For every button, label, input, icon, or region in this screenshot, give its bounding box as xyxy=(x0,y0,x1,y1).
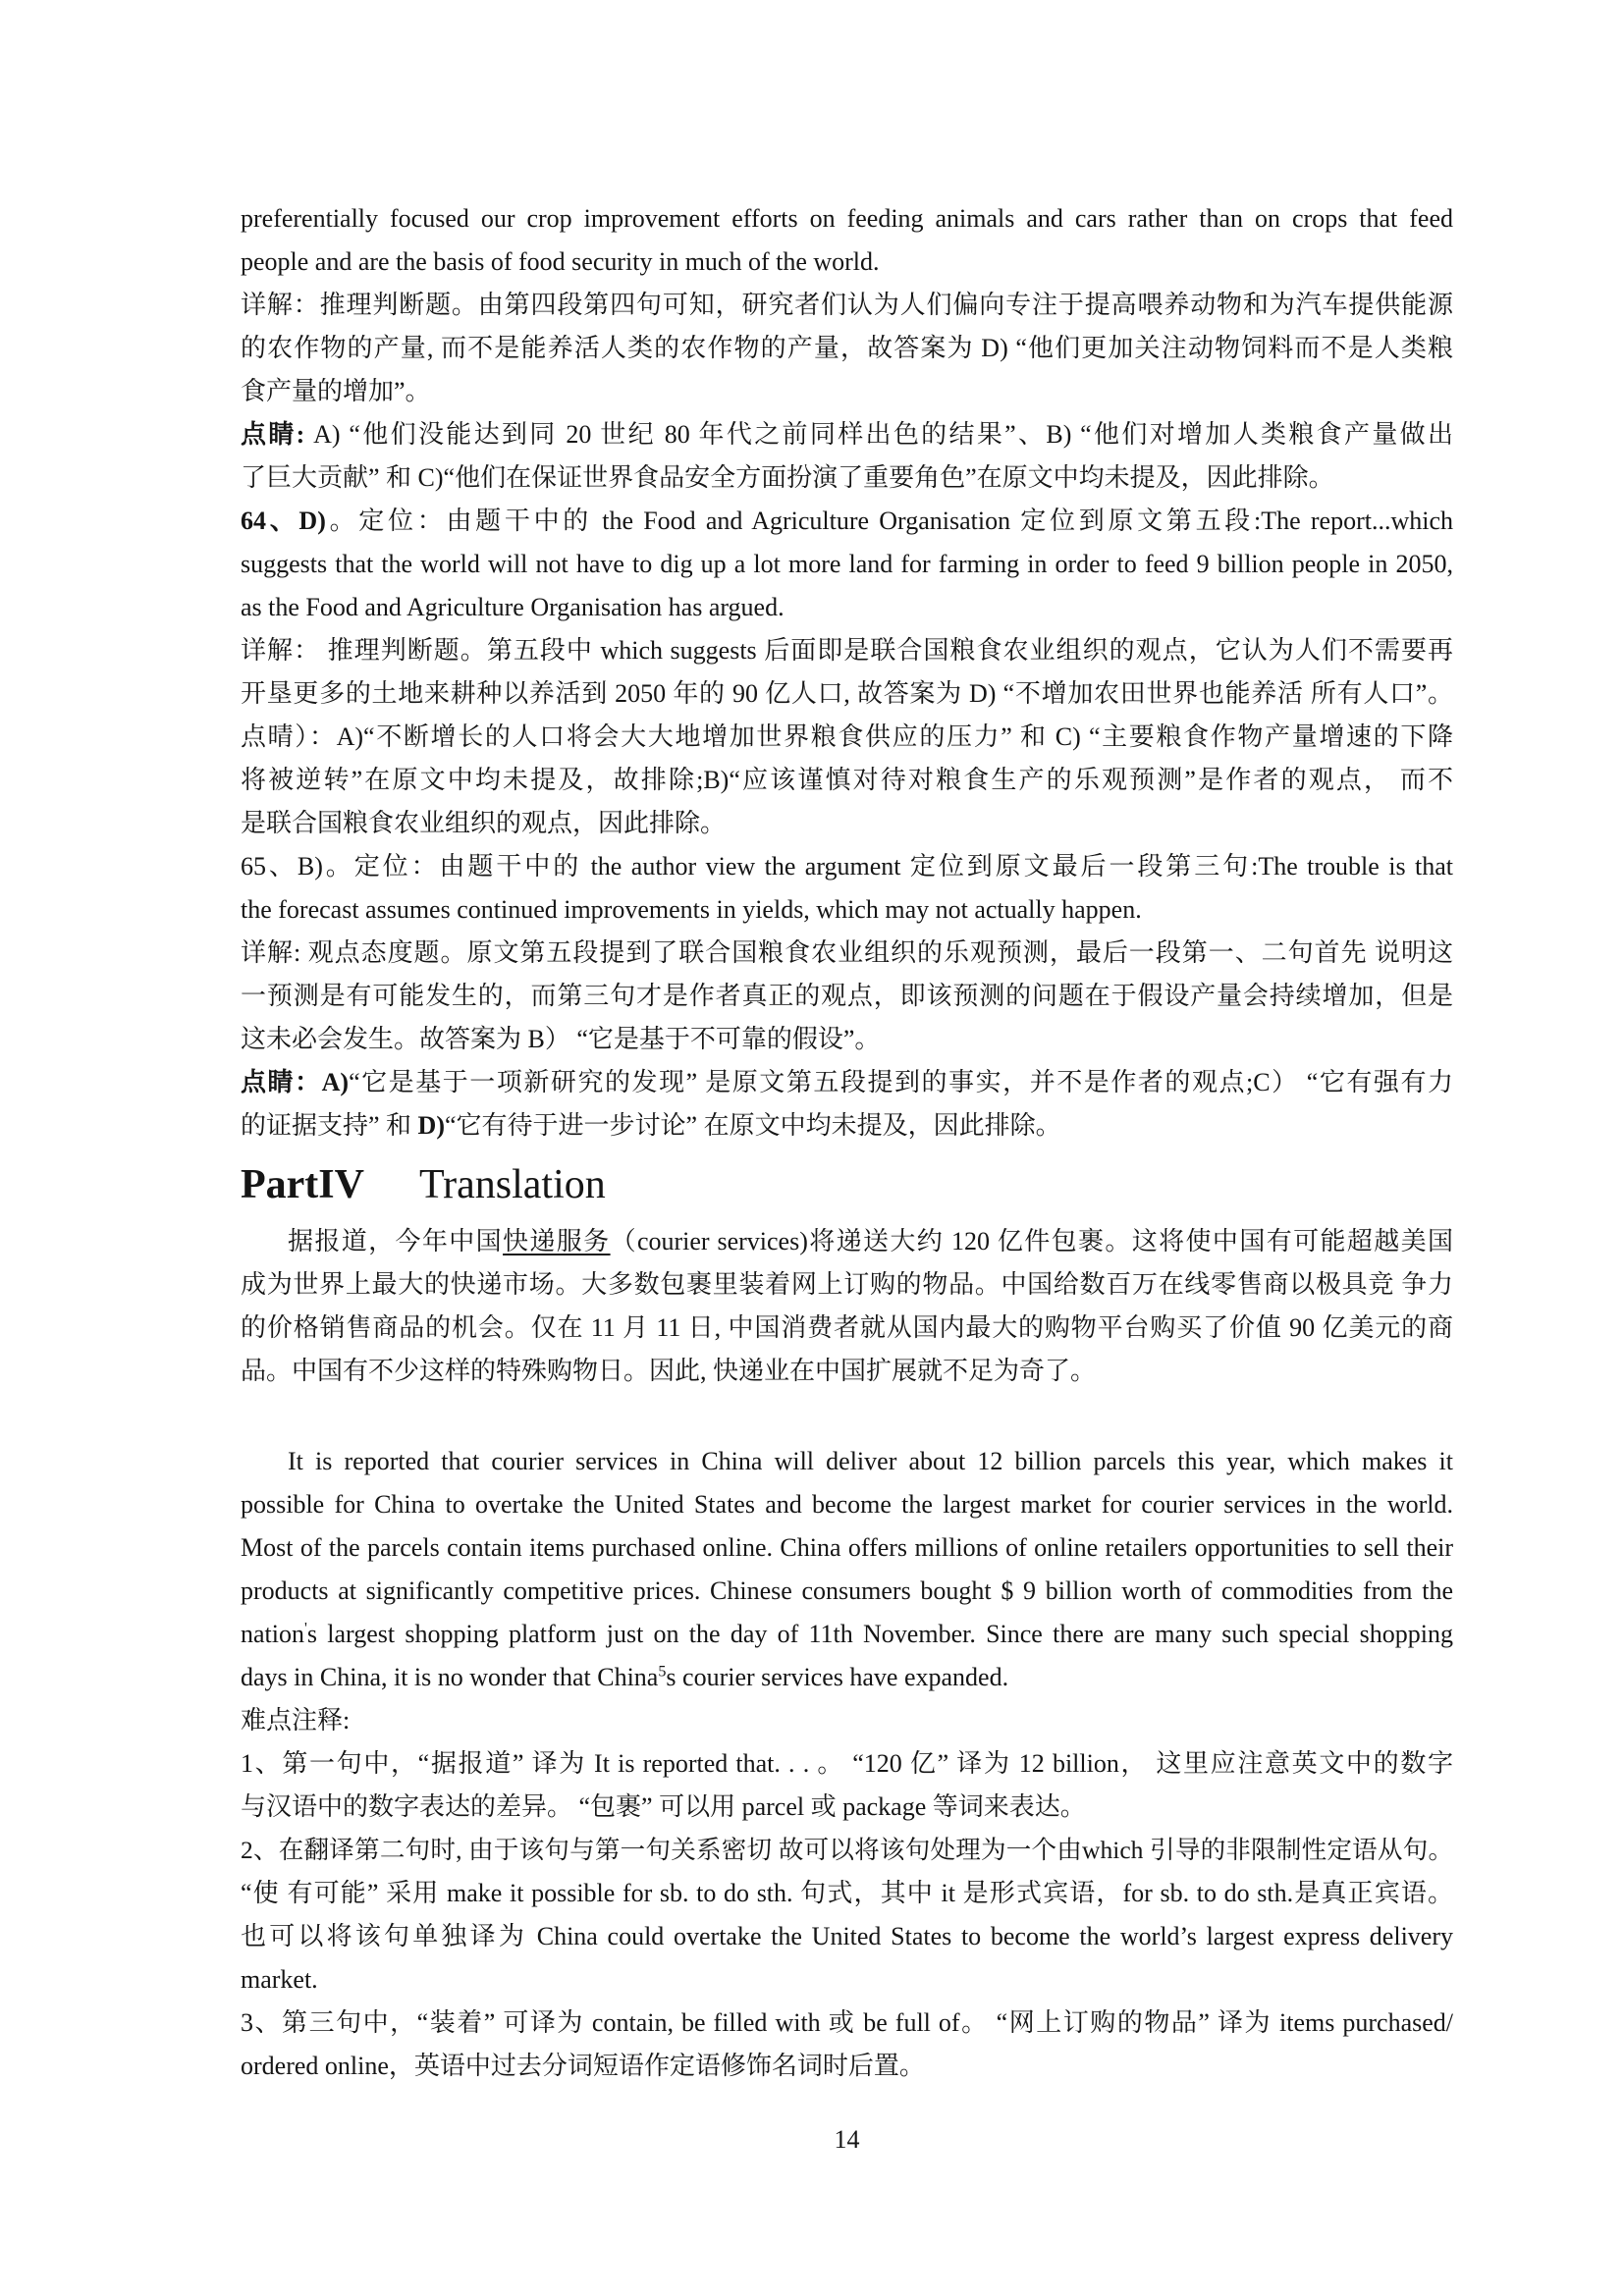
text-segment: 。定位：由题干中的 the Food and Agriculture Organisation 定位到原文第五段:The report...which xyxy=(325,507,1453,535)
text-line xyxy=(241,240,1453,284)
paragraph-gap xyxy=(241,1393,1453,1440)
section-title: Translation xyxy=(418,1162,606,1207)
text-segment: 64、D) xyxy=(241,507,326,535)
text-segment: A) xyxy=(321,1068,350,1096)
section-part-label: PartIV xyxy=(241,1162,364,1207)
text-segment: 品。中国有不少这样的特殊购物日。因此, 快递业在中国扩展就不足为奇了。 xyxy=(241,1357,1097,1385)
text-line xyxy=(241,1307,1453,1350)
text-line xyxy=(241,284,1453,327)
text-segment: 了巨大贡献” 和 C)“他们在保证世界食品安全方面扮演了重要角色”在原文中均未提及，因此排除。 xyxy=(241,463,1334,492)
text-line xyxy=(241,1104,1453,1148)
text-segment: as the Food and Agriculture Organisation has argued. xyxy=(241,593,785,621)
text-line xyxy=(241,716,1453,759)
text-segment: 65、B)。定位：由题干中的 the author view the argument 定位到原文最后一段第三句:The trouble is that xyxy=(241,852,1453,881)
section-heading xyxy=(241,1159,1453,1210)
text-line xyxy=(241,456,1453,500)
underlined-term: 快递服务 xyxy=(503,1227,611,1255)
text-segment: 据报道，今年中国 xyxy=(288,1227,504,1255)
text-segment: s courier services have expanded. xyxy=(666,1663,1009,1691)
text-line xyxy=(241,1786,1453,1829)
text-segment: 一预测是有可能发生的，而第三句才是作者真正的观点，即该预测的问题在于假设产量会持续增加，但是 xyxy=(241,982,1453,1010)
text-line xyxy=(241,413,1453,456)
text-segment: s largest shopping platform just on the day of 11th November. Since there are many such special shopping xyxy=(306,1620,1453,1648)
text-line xyxy=(241,1742,1453,1786)
text-segment: 是联合国粮食农业组织的观点，因此排除。 xyxy=(241,809,727,837)
text-line xyxy=(241,197,1453,240)
text-line xyxy=(241,1915,1453,1958)
text-line xyxy=(241,1263,1453,1307)
text-line xyxy=(241,543,1453,586)
text-segment: 这未必会发生。故答案为 B） “它是基于不可靠的假设”。 xyxy=(241,1025,881,1053)
text-segment: A) “他们没能达到同 20 世纪 80 年代之前同样出色的结果”、B) “他们对增加人类粮食产量做出 xyxy=(313,420,1453,449)
text-line xyxy=(241,629,1453,672)
text-line xyxy=(241,759,1453,802)
text-segment: ordered online，英语中过去分词短语作定语修饰名词时后置。 xyxy=(241,2052,925,2080)
text-segment: suggests that the world will not have to dig up a lot more land for farming in order to feed 9 billion people in 2050, xyxy=(241,550,1453,578)
document-body xyxy=(241,197,1453,2162)
text-segment: 详解：推理判断题。由第四段第四句可知，研究者们认为人们偏向专注于提高喂养动物和为汽车提供能源 xyxy=(241,291,1453,319)
text-line xyxy=(241,672,1453,716)
text-line xyxy=(241,1872,1453,1915)
text-segment: 难点注释: xyxy=(241,1706,351,1735)
text-line xyxy=(241,2002,1453,2045)
text-segment: 将被逆转”在原文中均未提及，故排除;B)“应该谨慎对待对粮食生产的乐观预测”是作者的观点， 而不 xyxy=(241,766,1453,794)
text-line xyxy=(241,370,1453,413)
text-segment: nation xyxy=(241,1620,304,1648)
text-line xyxy=(241,1018,1453,1061)
text-segment: the forecast assumes continued improvements in yields, which may not actually happen. xyxy=(241,895,1142,924)
text-line xyxy=(241,802,1453,845)
text-segment: products at significantly competitive prices. Chinese consumers bought $ 9 billion worth of commodities from the xyxy=(241,1576,1453,1605)
text-segment: 1、第一句中，“据报道” 译为 It is reported that. . . 。 “120 亿” 译为 12 billion， 这里应注意英文中的数字 xyxy=(241,1749,1453,1778)
text-segment: It is reported that courier services in China will deliver about 12 billion parcels this year, which makes it xyxy=(288,1447,1453,1475)
text-segment: 成为世界上最大的快递市场。大多数包裹里装着网上订购的物品。中国给数百万在线零售商以极具竞 争力 xyxy=(241,1270,1453,1299)
text-segment: 也可以将该句单独译为 China could overtake the United States to become the world’s largest express delivery xyxy=(241,1922,1453,1950)
text-line xyxy=(241,845,1453,888)
text-line xyxy=(241,327,1453,370)
text-segment: “使 有可能” 采用 make it possible for sb. to do sth. 句式，其中 it 是形式宾语，for sb. to do sth.是真正宾语。 xyxy=(241,1879,1453,1907)
text-segment: 的证据支持” 和 xyxy=(241,1111,418,1140)
text-segment: 2、在翻译第二句时, 由于该句与第一句关系密切 故可以将该句处理为一个由which 引导的非限制性定语从句。 xyxy=(241,1836,1453,1864)
text-line xyxy=(241,1220,1453,1263)
text-segment: 点晴）：A)“不断增长的人口将会大大地增加世界粮食供应的压力” 和 C) “主要粮食作物产量增速的下降 xyxy=(241,722,1453,751)
text-line xyxy=(241,586,1453,629)
text-line xyxy=(241,888,1453,932)
text-segment: people and are the basis of food security in much of the world. xyxy=(241,247,880,276)
text-segment: 开垦更多的土地来耕种以养活到 2050 年的 90 亿人口, 故答案为 D) “不增加农田世界也能养活 所有人口”。 xyxy=(241,679,1453,708)
text-segment: 3、第三句中，“装着” 可译为 contain, be filled with 或 be full of。 “网上订购的物品” 译为 items purchased/ xyxy=(241,2008,1453,2037)
text-segment: 点睛: xyxy=(241,420,314,449)
text-line xyxy=(241,1958,1453,2002)
text-line xyxy=(241,1570,1453,1613)
text-segment: market. xyxy=(241,1965,318,1994)
text-line xyxy=(241,1829,1453,1872)
text-line xyxy=(241,1526,1453,1570)
text-segment: 食产量的增加”。 xyxy=(241,377,431,405)
text-segment: 的价格销售商品的机会。仅在 11 月 11 日, 中国消费者就从国内最大的购物平台购买了价值 90 亿美元的商 xyxy=(241,1313,1453,1342)
text-line xyxy=(241,1350,1453,1393)
text-segment: “它是基于一项新研究的发现” 是原文第五段提到的事实，并不是作者的观点;C） “它有强有力 xyxy=(349,1068,1453,1096)
text-segment: possible for China to overtake the United States and become the largest market for courier services in the world. xyxy=(241,1490,1453,1519)
text-line xyxy=(241,1656,1453,1699)
superscript-text: ' xyxy=(304,1620,307,1637)
text-line xyxy=(241,932,1453,975)
text-segment: 的农作物的产量, 而不是能养活人类的农作物的产量，故答案为 D) “他们更加关注动物饲料而不是人类粮 xyxy=(241,334,1453,362)
text-segment: （courier services)将递送大约 120 亿件包裹。这将使中国有可能超越美国 xyxy=(610,1227,1453,1255)
page-number: 14 xyxy=(834,2125,860,2154)
text-line xyxy=(241,2045,1453,2088)
text-segment: Most of the parcels contain items purchased online. China offers millions of online retailers opportunities to sell their xyxy=(241,1533,1453,1562)
superscript-text: 5 xyxy=(658,1663,667,1681)
text-segment: 详解: 观点态度题。原文第五段提到了联合国粮食农业组织的乐观预测，最后一段第一、二句首先 说明这 xyxy=(241,938,1453,967)
text-line xyxy=(241,1613,1453,1656)
text-segment: “它有待于进一步讨论” 在原文中均未提及，因此排除。 xyxy=(444,1111,1061,1140)
text-line xyxy=(241,1699,1453,1742)
text-segment: 详解： 推理判断题。第五段中 which suggests 后面即是联合国粮食农业组织的观点，它认为人们不需要再 xyxy=(241,636,1453,665)
text-segment: preferentially focused our crop improvement efforts on feeding animals and cars rather than on crops that feed xyxy=(241,204,1453,233)
text-segment: 点睛： xyxy=(241,1068,322,1096)
text-line xyxy=(241,1061,1453,1104)
text-segment: 与汉语中的数字表达的差异。 “包裹” 可以用 parcel 或 package 等词来表达。 xyxy=(241,1792,1086,1821)
text-line xyxy=(241,500,1453,543)
text-line xyxy=(241,1483,1453,1526)
text-segment: days in China, it is no wonder that China xyxy=(241,1663,659,1691)
text-line xyxy=(241,975,1453,1018)
text-segment: D) xyxy=(417,1111,445,1140)
text-line xyxy=(241,1440,1453,1483)
